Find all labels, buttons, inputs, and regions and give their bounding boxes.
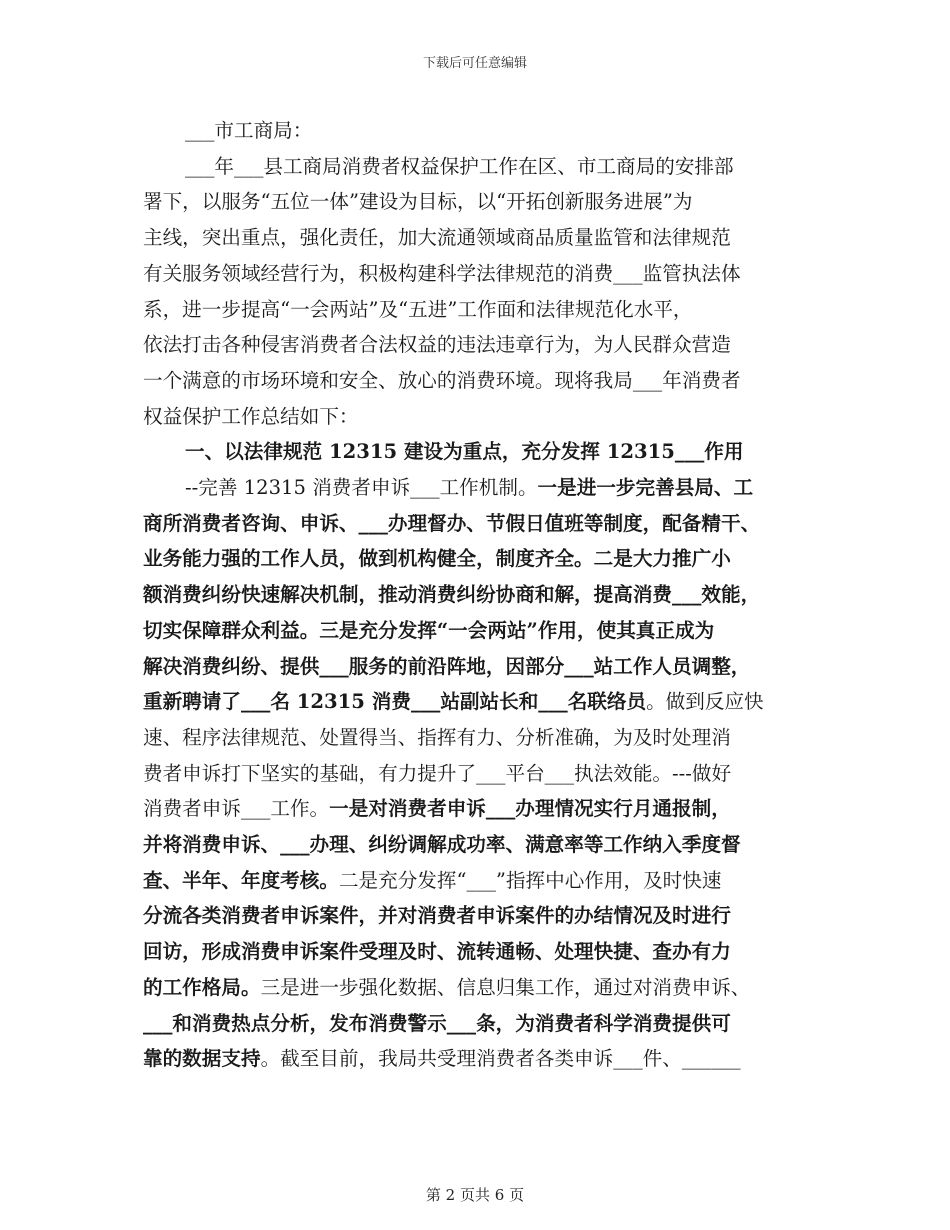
text-line (143, 720, 825, 756)
text-segment: 费者申诉打下坚实的基础，有力提升了___平台___执法效能。---做好 (143, 761, 732, 785)
text-segment: 有关服务领域经营行为，积极构建科学法律规范的消费___监管执法体 (143, 261, 741, 285)
text-segment: --完善 12315 消费者申诉___工作机制。 (185, 476, 538, 500)
text-line (143, 791, 825, 827)
text-line (143, 256, 825, 292)
text-segment: ___年___县工商局消费者权益保护工作在区、市工商局的安排部 (185, 154, 734, 178)
text-line (143, 649, 825, 685)
text-segment: 主线，突出重点，强化责任，加大流通领域商品质量监管和法律规范 (143, 226, 731, 250)
text-line (143, 327, 825, 363)
page-footer: 第 2 页共 6 页 (425, 1186, 525, 1204)
text-line (143, 506, 825, 542)
bold-text-segment: ___和消费热点分析，发布消费警示___条，为消费者科学消费提供可 (143, 1011, 731, 1035)
text-segment: 署下，以服务“五位一体”建设为目标，以“开拓创新服务进展”为 (143, 190, 693, 214)
text-line (143, 863, 825, 899)
text-segment: 权益保护工作总结如下： (143, 404, 359, 428)
body-text (143, 113, 825, 1077)
bold-text-segment: 商所消费者咨询、申诉、___办理督办、节假日值班等制度，配备精干、 (143, 511, 761, 535)
bold-text-segment: 切实保障群众利益。三是充分发挥“一会两站”作用，使其真正成为 (143, 618, 715, 642)
bold-text-segment: 分流各类消费者申诉案件，并对消费者申诉案件的办结情况及时进行 (143, 904, 731, 928)
bold-text-segment: 靠的数据支持 (143, 1047, 261, 1071)
text-line (143, 1041, 825, 1077)
text-line (143, 934, 825, 970)
text-line (143, 898, 825, 934)
text-line (143, 577, 825, 613)
bold-text-segment: 的工作格局。 (143, 975, 261, 999)
text-line (143, 113, 825, 149)
text-line (143, 970, 825, 1006)
text-line (143, 613, 825, 649)
text-segment: 。做到反应快 (646, 690, 764, 714)
text-line (143, 541, 825, 577)
bold-text-segment: 并将消费申诉、___办理、纠纷调解成功率、满意率等工作纳入季度督 (143, 833, 741, 857)
text-segment: 消费者申诉___工作。 (143, 797, 330, 821)
text-line (143, 184, 825, 220)
bold-text-segment: 回访，形成消费申诉案件受理及时、流转通畅、处理快捷、查办有力 (143, 940, 731, 964)
bold-text-segment: 额消费纠纷快速解决机制，推动消费纠纷协商和解，提高消费___效能， (143, 583, 761, 607)
bold-text-segment: 查、半年、年度考核。 (143, 868, 339, 892)
bold-text-segment: 业务能力强的工作人员，做到机构健全，制度齐全。二是大力推广小 (143, 547, 731, 571)
bold-text-segment: 重新聘请了___名 12315 消费___站副站长和___名联络员 (143, 690, 647, 714)
text-line (143, 292, 825, 328)
bold-text-segment: 一是对消费者申诉___办理情况实行月通报制， (329, 797, 731, 821)
text-segment: 速、程序法律规范、处置得当、指挥有力、分析准确，为及时处理消 (143, 725, 731, 749)
text-line (143, 220, 825, 256)
text-line (143, 756, 825, 792)
text-line (143, 149, 825, 185)
text-segment: 三是进一步强化数据、信息归集工作，通过对消费申诉、 (260, 975, 751, 999)
bold-text-segment: 一、以法律规范 12315 建设为重点，充分发挥 12315___作用 (185, 440, 744, 464)
text-line (143, 827, 825, 863)
text-line (143, 399, 825, 435)
bold-text-segment: 解决消费纠纷、提供___服务的前沿阵地，因部分___站工作人员调整， (143, 654, 751, 678)
text-segment: 。截至目前，我局共受理消费者各类申诉___件、______ (260, 1047, 741, 1071)
text-line (143, 363, 825, 399)
text-segment: 依法打击各种侵害消费者合法权益的违法违章行为，为人民群众营造 (143, 333, 731, 357)
text-segment: ___市工商局： (185, 119, 313, 142)
text-segment: 系，进一步提高“一会两站”及“五进”工作面和法律规范化水平， (143, 297, 693, 321)
text-line (143, 684, 825, 720)
bold-text-segment: 一是进一步完善县局、工 (537, 476, 754, 500)
text-line (143, 434, 825, 470)
text-segment: 一个满意的市场环境和安全、放心的消费环境。现将我局___年消费者 (143, 368, 741, 392)
page-header: 下载后可任意编辑 (422, 56, 527, 71)
text-segment: 二是充分发挥“___”指挥中心作用，及时快速 (338, 868, 722, 892)
text-line (143, 1006, 825, 1042)
text-line (143, 470, 825, 506)
